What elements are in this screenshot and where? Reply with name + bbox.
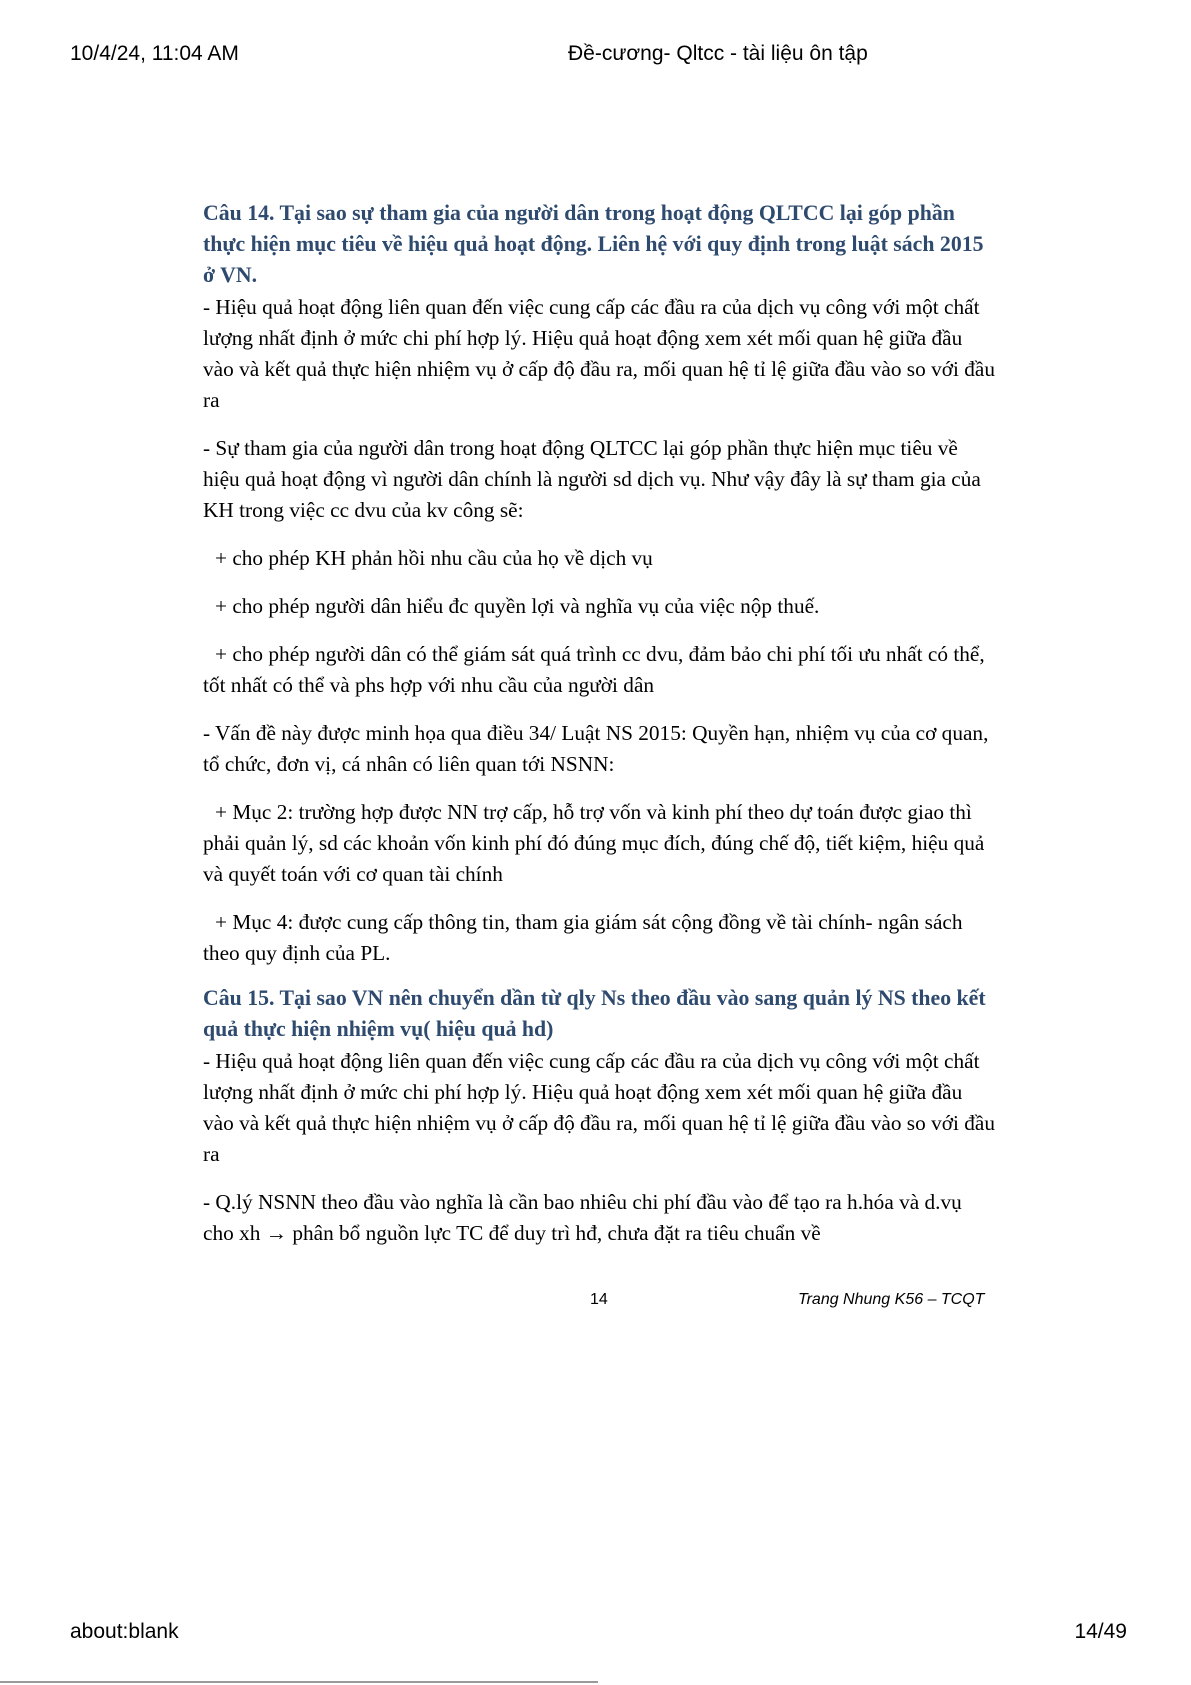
bullet-item: + cho phép người dân hiểu đc quyền lợi và nghĩa vụ của việc nộp thuế. bbox=[215, 594, 820, 618]
bullet-text: + Mục 2: trường hợp được NN trợ cấp, hỗ trợ vốn và kinh phí theo dự toán được giao thì phải quản lý, sd các khoản vốn kinh phí đó đúng mục đích, đúng chế độ, tiết kiệm, hiệu quả và quyết toán với cơ quan tài chính bbox=[203, 800, 985, 886]
bullet-text: + Mục 4: được cung cấp thông tin, tham gia giám sát cộng đồng về tài chính- ngân sách theo quy định của PL. bbox=[203, 910, 963, 965]
bullet-item bbox=[203, 797, 995, 890]
bullet-item bbox=[203, 639, 995, 701]
print-timestamp: 10/4/24, 11:04 AM bbox=[70, 42, 239, 65]
bullet-text: + cho phép người dân có thể giám sát quá trình cc dvu, đảm bảo chi phí tối ưu nhất có thể, tốt nhất có thể và phs hợp với nhu cầu của người dân bbox=[203, 642, 985, 697]
paragraph: - Hiệu quả hoạt động liên quan đến việc cung cấp các đầu ra của dịch vụ công với một chất lượng nhất định ở mức chi phí hợp lý. Hiệu quả hoạt động xem xét mối quan hệ giữa đầu vào và kết quả thực hiện nhiệm vụ ở cấp độ đầu ra, mối quan hệ tỉ lệ giữa đầu vào so với đầu ra bbox=[203, 1049, 995, 1166]
document-body bbox=[203, 198, 995, 1249]
bullet-item: + cho phép KH phản hồi nhu cầu của họ về dịch vụ bbox=[215, 546, 653, 570]
paragraph: - Hiệu quả hoạt động liên quan đến việc cung cấp các đầu ra của dịch vụ công với một chất lượng nhất định ở mức chi phí hợp lý. Hiệu quả hoạt động xem xét mối quan hệ giữa đầu vào và kết quả thực hiện nhiệm vụ ở cấp độ đầu ra, mối quan hệ tỉ lệ giữa đầu vào so với đầu ra bbox=[203, 295, 995, 412]
page-author: Trang Nhung K56 – TCQT bbox=[798, 1291, 985, 1308]
paragraph: - Vấn đề này được minh họa qua điều 34/ Luật NS 2015: Quyền hạn, nhiệm vụ của cơ quan, tổ chức, đơn vị, cá nhân có liên quan tới NSNN: bbox=[203, 721, 989, 776]
bottom-divider bbox=[0, 1681, 598, 1683]
paragraph: - Sự tham gia của người dân trong hoạt động QLTCC lại góp phần thực hiện mục tiêu về hiệu quả hoạt động vì người dân chính là người sd dịch vụ. Như vậy đây là sự tham gia của KH trong việc cc dvu của kv công sẽ: bbox=[203, 436, 981, 522]
paragraph: - Q.lý NSNN theo đầu vào nghĩa là cần bao nhiêu chi phí đầu vào để tạo ra h.hóa và d.vụ cho xh → phân bổ nguồn lực TC để duy trì hđ, chưa đặt ra tiêu chuẩn về bbox=[203, 1190, 962, 1245]
print-url: about:blank bbox=[70, 1620, 179, 1643]
question-15-heading: Câu 15. Tại sao VN nên chuyển dần từ qly Ns theo đầu vào sang quản lý NS theo kết quả thực hiện nhiệm vụ( hiệu quả hd) bbox=[203, 986, 986, 1041]
document-title: Đề-cương- Qltcc - tài liệu ôn tập bbox=[568, 42, 868, 65]
print-page-counter: 14/49 bbox=[1074, 1620, 1127, 1643]
question-14-heading: Câu 14. Tại sao sự tham gia của người dân trong hoạt động QLTCC lại góp phần thực hiện mục tiêu về hiệu quả hoạt động. Liên hệ với quy định trong luật sách 2015 ở VN. bbox=[203, 201, 984, 287]
bullet-item bbox=[203, 907, 995, 969]
page-number: 14 bbox=[590, 1291, 608, 1308]
